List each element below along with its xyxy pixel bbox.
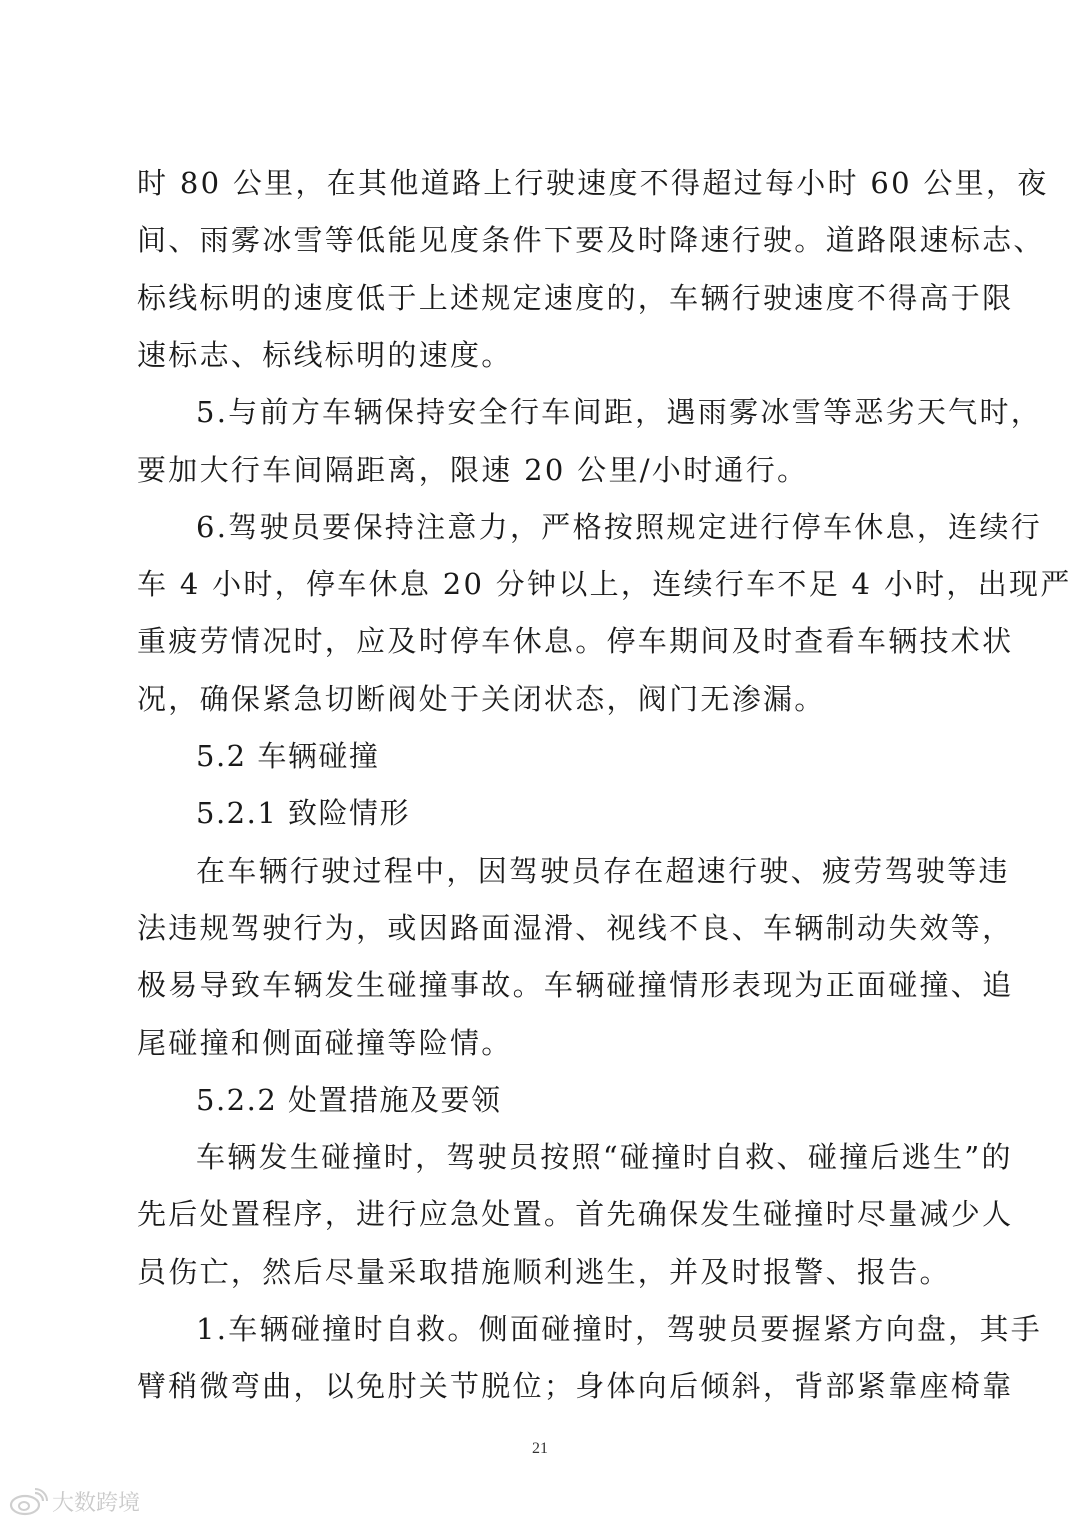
text-line: 6.驾驶员要保持注意力，严格按照规定进行停车休息，连续行 bbox=[196, 510, 1043, 544]
text-line: 况，确保紧急切断阀处于关闭状态，阀门无渗漏。 bbox=[137, 682, 826, 716]
weibo-logo-icon bbox=[8, 1488, 48, 1516]
text-line: 标线标明的速度低于上述规定速度的，车辆行驶速度不得高于限 bbox=[137, 281, 1014, 315]
text-line: 法违规驾驶行为，或因路面湿滑、视线不良、车辆制动失效等， bbox=[137, 911, 1014, 945]
text-line: 尾碰撞和侧面碰撞等险情。 bbox=[137, 1026, 513, 1060]
watermark bbox=[8, 1486, 140, 1517]
section-heading: 5.2.2 处置措施及要领 bbox=[196, 1083, 502, 1117]
text-line: 车 4 小时，停车休息 20 分钟以上，连续行车不足 4 小时，出现严 bbox=[137, 567, 1072, 601]
text-line: 在车辆行驶过程中，因驾驶员存在超速行驶、疲劳驾驶等违 bbox=[196, 854, 1010, 888]
text-line: 车辆发生碰撞时，驾驶员按照“碰撞时自救、碰撞后逃生”的 bbox=[196, 1140, 1013, 1174]
text-line: 重疲劳情况时，应及时停车休息。停车期间及时查看车辆技术状 bbox=[137, 624, 1014, 658]
section-heading: 5.2 车辆碰撞 bbox=[196, 739, 380, 773]
page-number: 21 bbox=[532, 1440, 548, 1457]
text-line: 极易导致车辆发生碰撞事故。车辆碰撞情形表现为正面碰撞、追 bbox=[137, 968, 1014, 1002]
text-line: 臂稍微弯曲，以免肘关节脱位；身体向后倾斜，背部紧靠座椅靠 bbox=[137, 1369, 1014, 1403]
section-heading: 5.2.1 致险情形 bbox=[196, 796, 411, 830]
text-line: 员伤亡，然后尽量采取措施顺利逃生，并及时报警、报告。 bbox=[137, 1255, 951, 1289]
watermark-text: 大数跨境 bbox=[52, 1491, 141, 1516]
text-line: 速标志、标线标明的速度。 bbox=[137, 338, 513, 372]
text-line: 间、雨雾冰雪等低能见度条件下要及时降速行驶。道路限速标志、 bbox=[137, 223, 1045, 257]
text-line: 时 80 公里，在其他道路上行驶速度不得超过每小时 60 公里，夜 bbox=[137, 166, 1049, 200]
text-line: 1.车辆碰撞时自救。侧面碰撞时，驾驶员要握紧方向盘，其手 bbox=[196, 1312, 1043, 1346]
text-line: 先后处置程序，进行应急处置。首先确保发生碰撞时尽量减少人 bbox=[137, 1197, 1014, 1231]
text-line: 5.与前方车辆保持安全行车间距，遇雨雾冰雪等恶劣天气时， bbox=[196, 395, 1043, 429]
text-line: 要加大行车间隔距离，限速 20 公里/小时通行。 bbox=[137, 453, 809, 487]
